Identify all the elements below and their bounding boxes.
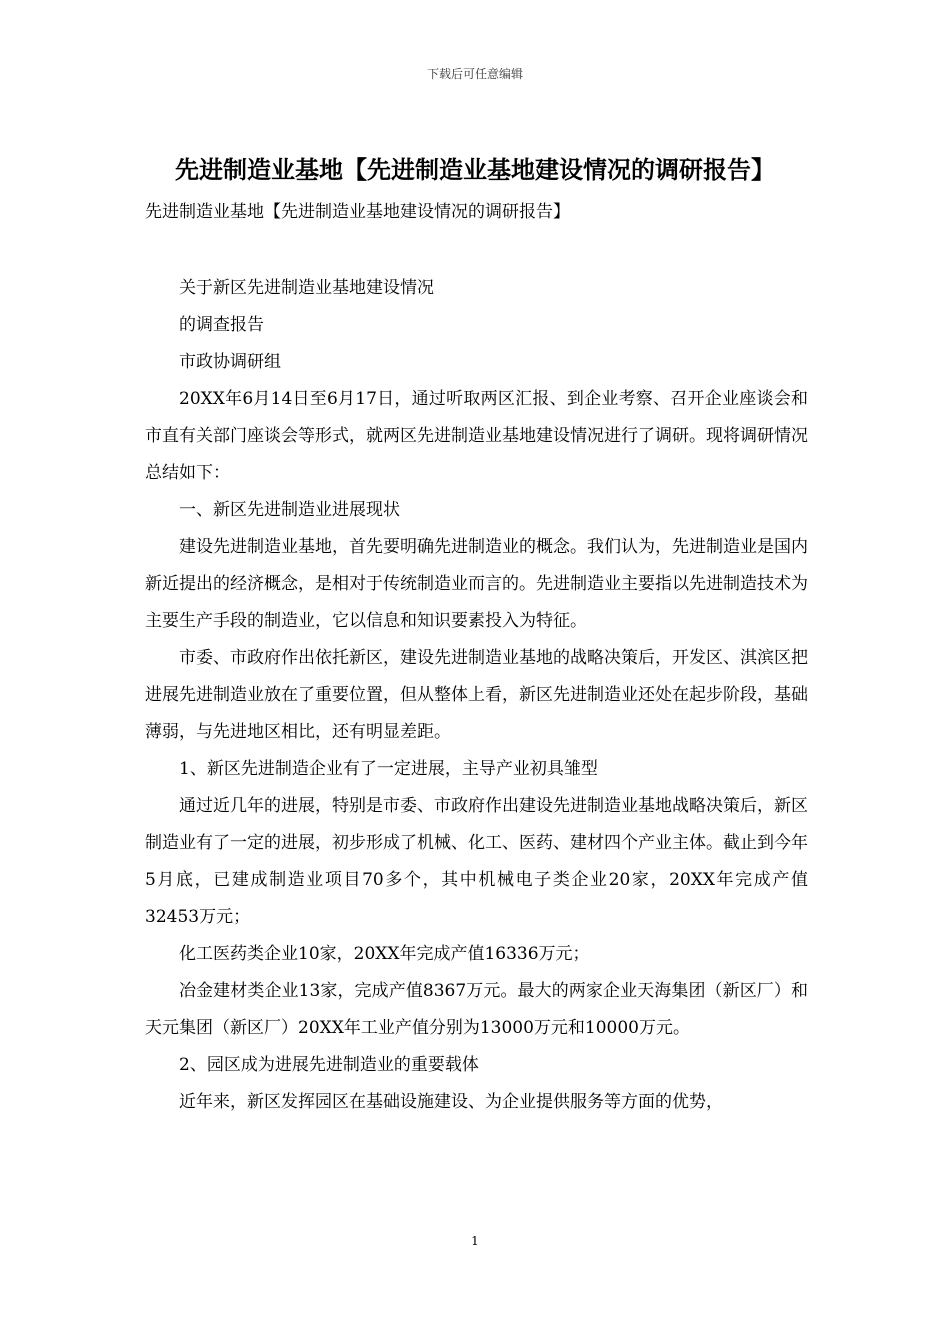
body-paragraph: 建设先进制造业基地，首先要明确先进制造业的概念。我们认为，先进制造业是国内新近提出的经济概念，是相对于传统制造业而言的。先进制造业主要指以先进制造技术为主要生产手段的制造业，它以信息和知识要素投入为特征。 [145, 537, 808, 631]
document-body [145, 270, 808, 1121]
body-paragraph: 冶金建材类企业13家，完成产值8367万元。最大的两家企业天海集团（新区厂）和天元集团（新区厂）20XX年工业产值分别为13000万元和10000万元。 [145, 981, 808, 1038]
document-subtitle: 先进制造业基地【先进制造业基地建设情况的调研报告】 [145, 202, 570, 222]
subsection-heading-2: 2、园区成为进展先进制造业的重要载体 [179, 1055, 479, 1075]
page-header-note: 下载后可任意编辑 [426, 67, 523, 81]
report-author: 市政协调研组 [179, 352, 281, 372]
body-paragraph: 化工医药类企业10家，20XX年完成产值16336万元； [179, 944, 590, 964]
body-paragraph: 市委、市政府作出依托新区，建设先进制造业基地的战略决策后，开发区、淇滨区把进展先进制造业放在了重要位置，但从整体上看，新区先进制造业还处在起步阶段，基础薄弱，与先进地区相比，还有明显差距。 [145, 648, 808, 742]
subsection-heading-1: 1、新区先进制造企业有了一定进展，主导产业初具雏型 [179, 759, 598, 779]
page-number: 1 [471, 1234, 479, 1248]
body-paragraph: 近年来，新区发挥园区在基础设施建设、为企业提供服务等方面的优势， [179, 1092, 723, 1112]
intro-paragraph: 20XX年6月14日至6月17日，通过听取两区汇报、到企业考察、召开企业座谈会和市直有关部门座谈会等形式，就两区先进制造业基地建设情况进行了调研。现将调研情况总结如下： [145, 389, 808, 483]
report-heading-line-1: 关于新区先进制造业基地建设情况 [179, 278, 434, 298]
body-paragraph: 通过近几年的进展，特别是市委、市政府作出建设先进制造业基地战略决策后，新区制造业有了一定的进展，初步形成了机械、化工、医药、建材四个产业主体。截止到今年5月底，已建成制造业项目70多个，其中机械电子类企业20家，20XX年完成产值32453万元； [145, 796, 808, 927]
document-title: 先进制造业基地【先进制造业基地建设情况的调研报告】 [175, 155, 775, 184]
section-heading-1: 一、新区先进制造业进展现状 [179, 500, 400, 520]
report-heading-line-2: 的调查报告 [179, 315, 264, 335]
